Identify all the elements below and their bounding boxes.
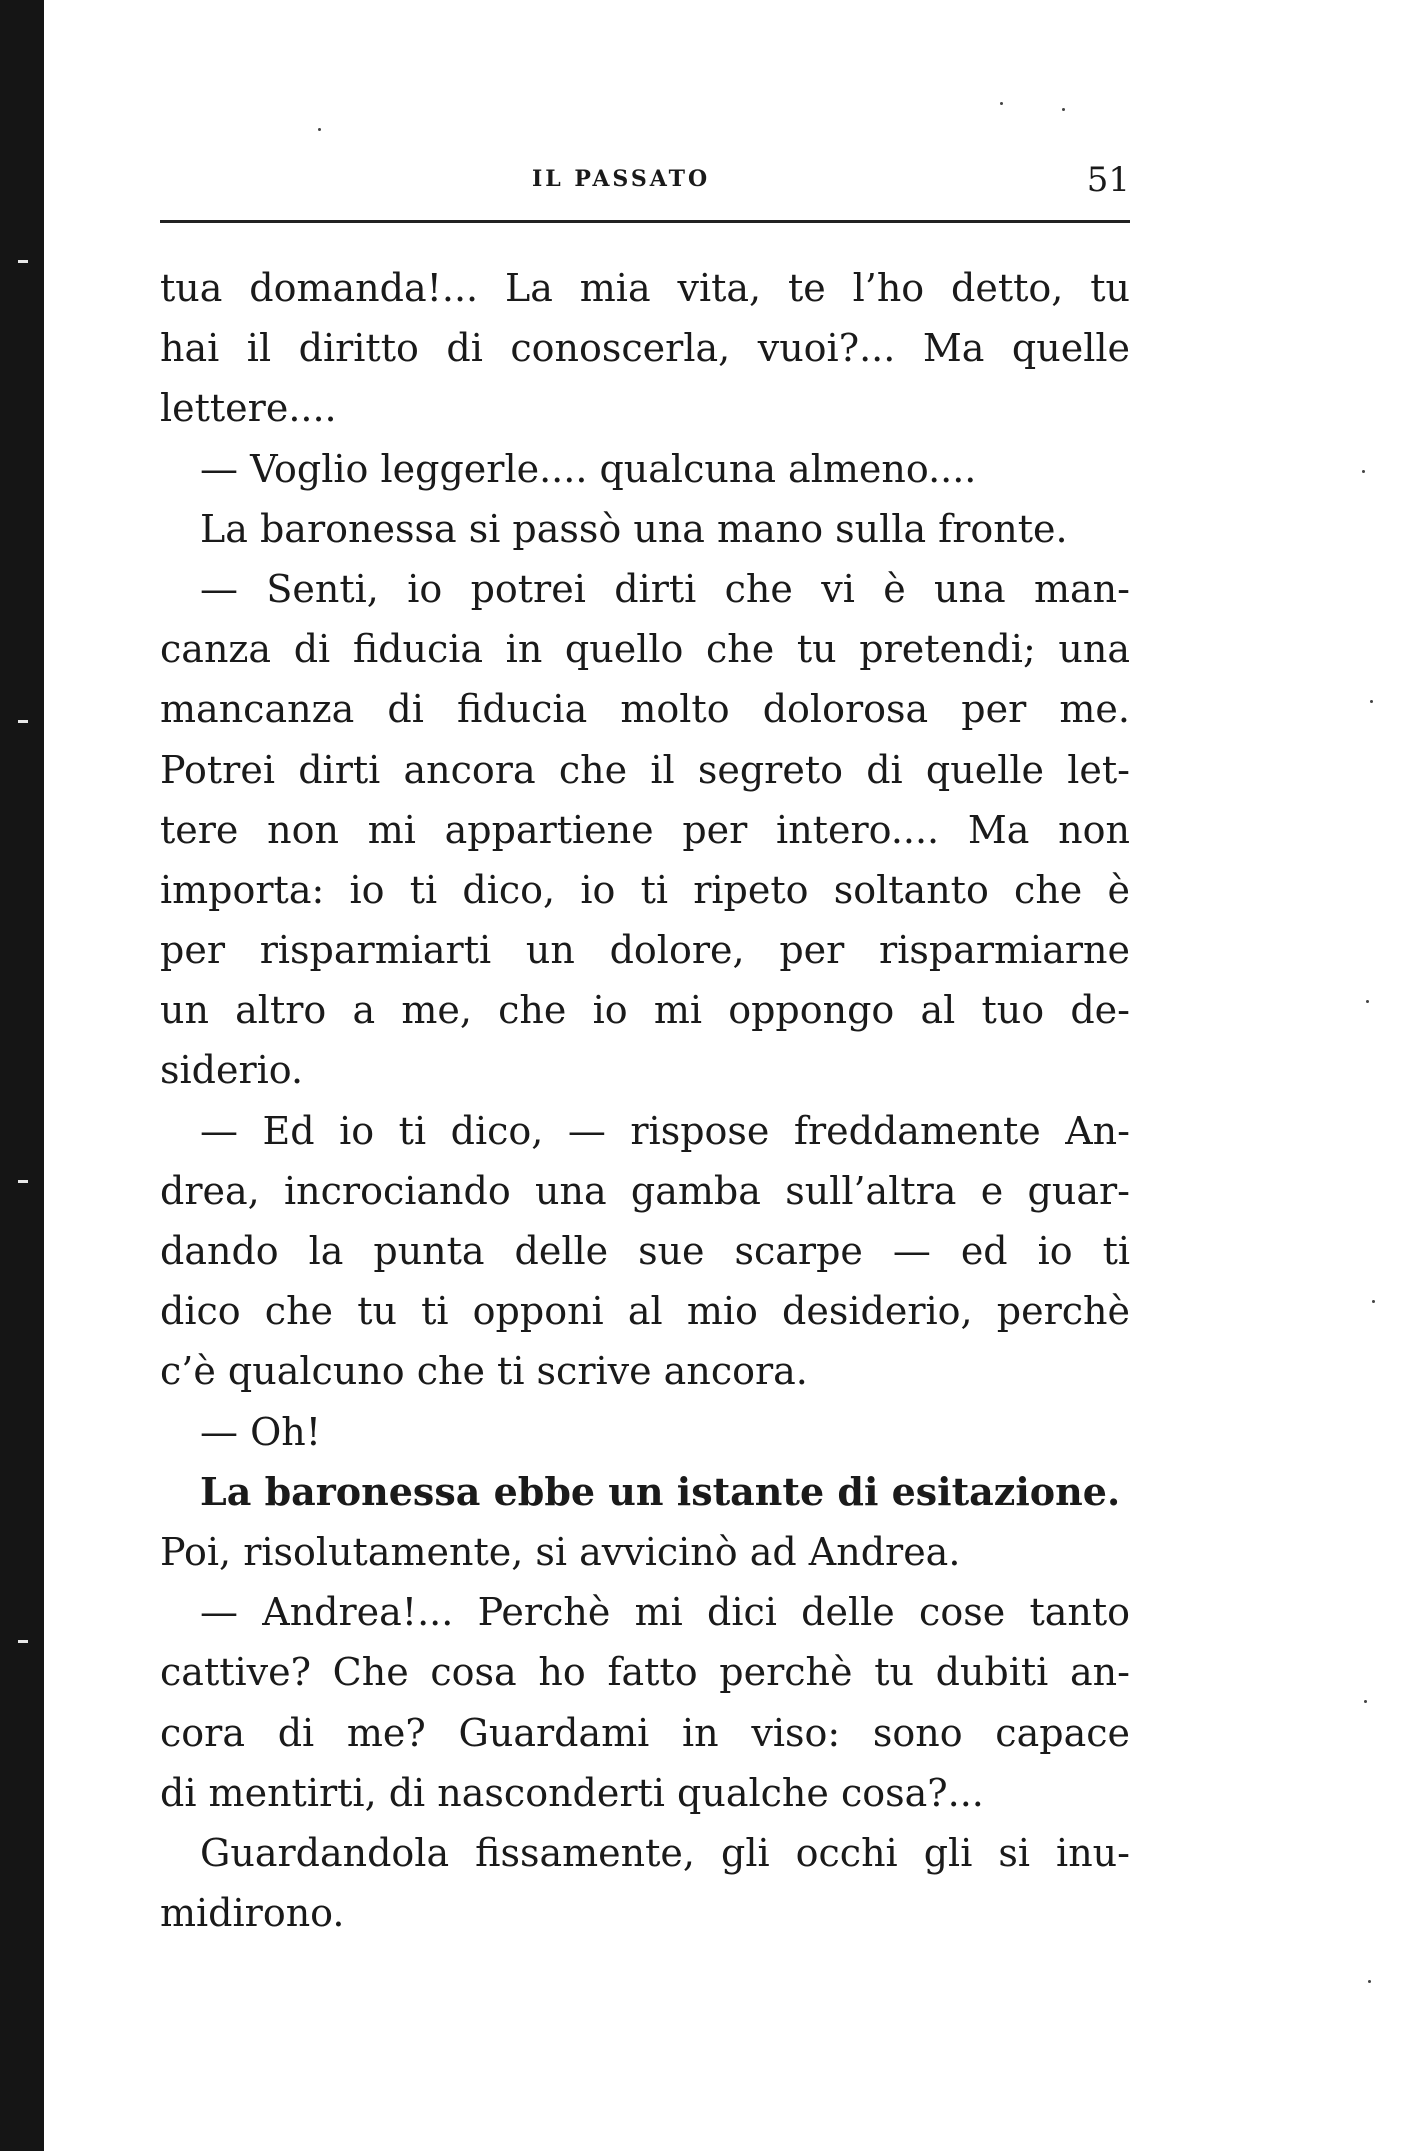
running-title: IL PASSATO [532,166,711,192]
text-line: dico che tu ti opponi al mio desiderio, perchè [160,1289,1130,1334]
scan-speck [1362,470,1365,473]
text-line: Guardandola fissamente, gli occhi gli si inu- [200,1830,1130,1875]
scan-speck [1372,1300,1375,1303]
spine-speck [18,1180,28,1183]
scan-speck [1062,108,1065,111]
text-line: Potrei dirti ancora che il segreto di quelle let- [160,747,1130,792]
text-line: hai il diritto di conoscerla, vuoi?... Ma quelle [160,326,1130,371]
scan-speck [1368,1980,1371,1983]
spine-speck [18,720,28,723]
text-line: La baronessa ebbe un istante di esitazione. [200,1468,1121,1514]
text-line: cora di me? Guardami in viso: sono capace [160,1710,1130,1755]
scan-speck [1370,700,1373,703]
page-header [160,160,1130,220]
book-spine-shadow [0,0,44,2151]
text-line: tere non mi appartiene per intero.... Ma non [160,807,1130,852]
text-line: importa: io ti dico, io ti ripeto soltanto che è [160,867,1130,912]
text-line: drea, incrociando una gamba sull’altra e guar- [160,1168,1130,1213]
scan-speck [1364,1700,1367,1703]
text-line: — Ed io ti dico, — rispose freddamente An- [200,1108,1130,1153]
text-line: di mentirti, di nasconderti qualche cosa?... [160,1770,984,1815]
text-line: — Senti, io potrei dirti che vi è una man- [200,566,1130,611]
text-line: un altro a me, che io mi oppongo al tuo de- [160,988,1130,1033]
text-line: siderio. [160,1048,304,1093]
text-line: tua domanda!... La mia vita, te l’ho detto, tu [160,266,1130,310]
text-line: — Voglio leggerle.... qualcuna almeno.... [200,446,977,491]
scan-speck [318,128,321,131]
text-line: midirono. [160,1891,345,1936]
text-line: lettere.... [160,386,337,431]
text-line: — Oh! [200,1409,321,1454]
text-line: per risparmiarti un dolore, per risparmiarne [160,928,1130,973]
body-text [160,258,1130,1943]
text-line: dando la punta delle sue scarpe — ed io ti [160,1229,1130,1273]
text-line: — Andrea!... Perchè mi dici delle cose tanto [200,1590,1130,1635]
text-line: mancanza di fiducia molto dolorosa per me. [160,687,1130,732]
text-line: cattive? Che cosa ho fatto perchè tu dubiti an- [160,1650,1130,1695]
text-line: c’è qualcuno che ti scrive ancora. [160,1349,808,1394]
scan-speck [1366,1000,1369,1003]
text-line: La baronessa si passò una mano sulla fronte. [200,506,1068,551]
page-number: 51 [1086,160,1130,200]
text-line: Poi, risolutamente, si avvicinò ad Andrea. [160,1529,961,1574]
text-line: canza di fiducia in quello che tu pretendi; una [160,627,1130,672]
header-rule [160,220,1130,223]
scan-speck [1000,102,1003,105]
spine-speck [18,1640,28,1643]
spine-speck [18,260,28,263]
